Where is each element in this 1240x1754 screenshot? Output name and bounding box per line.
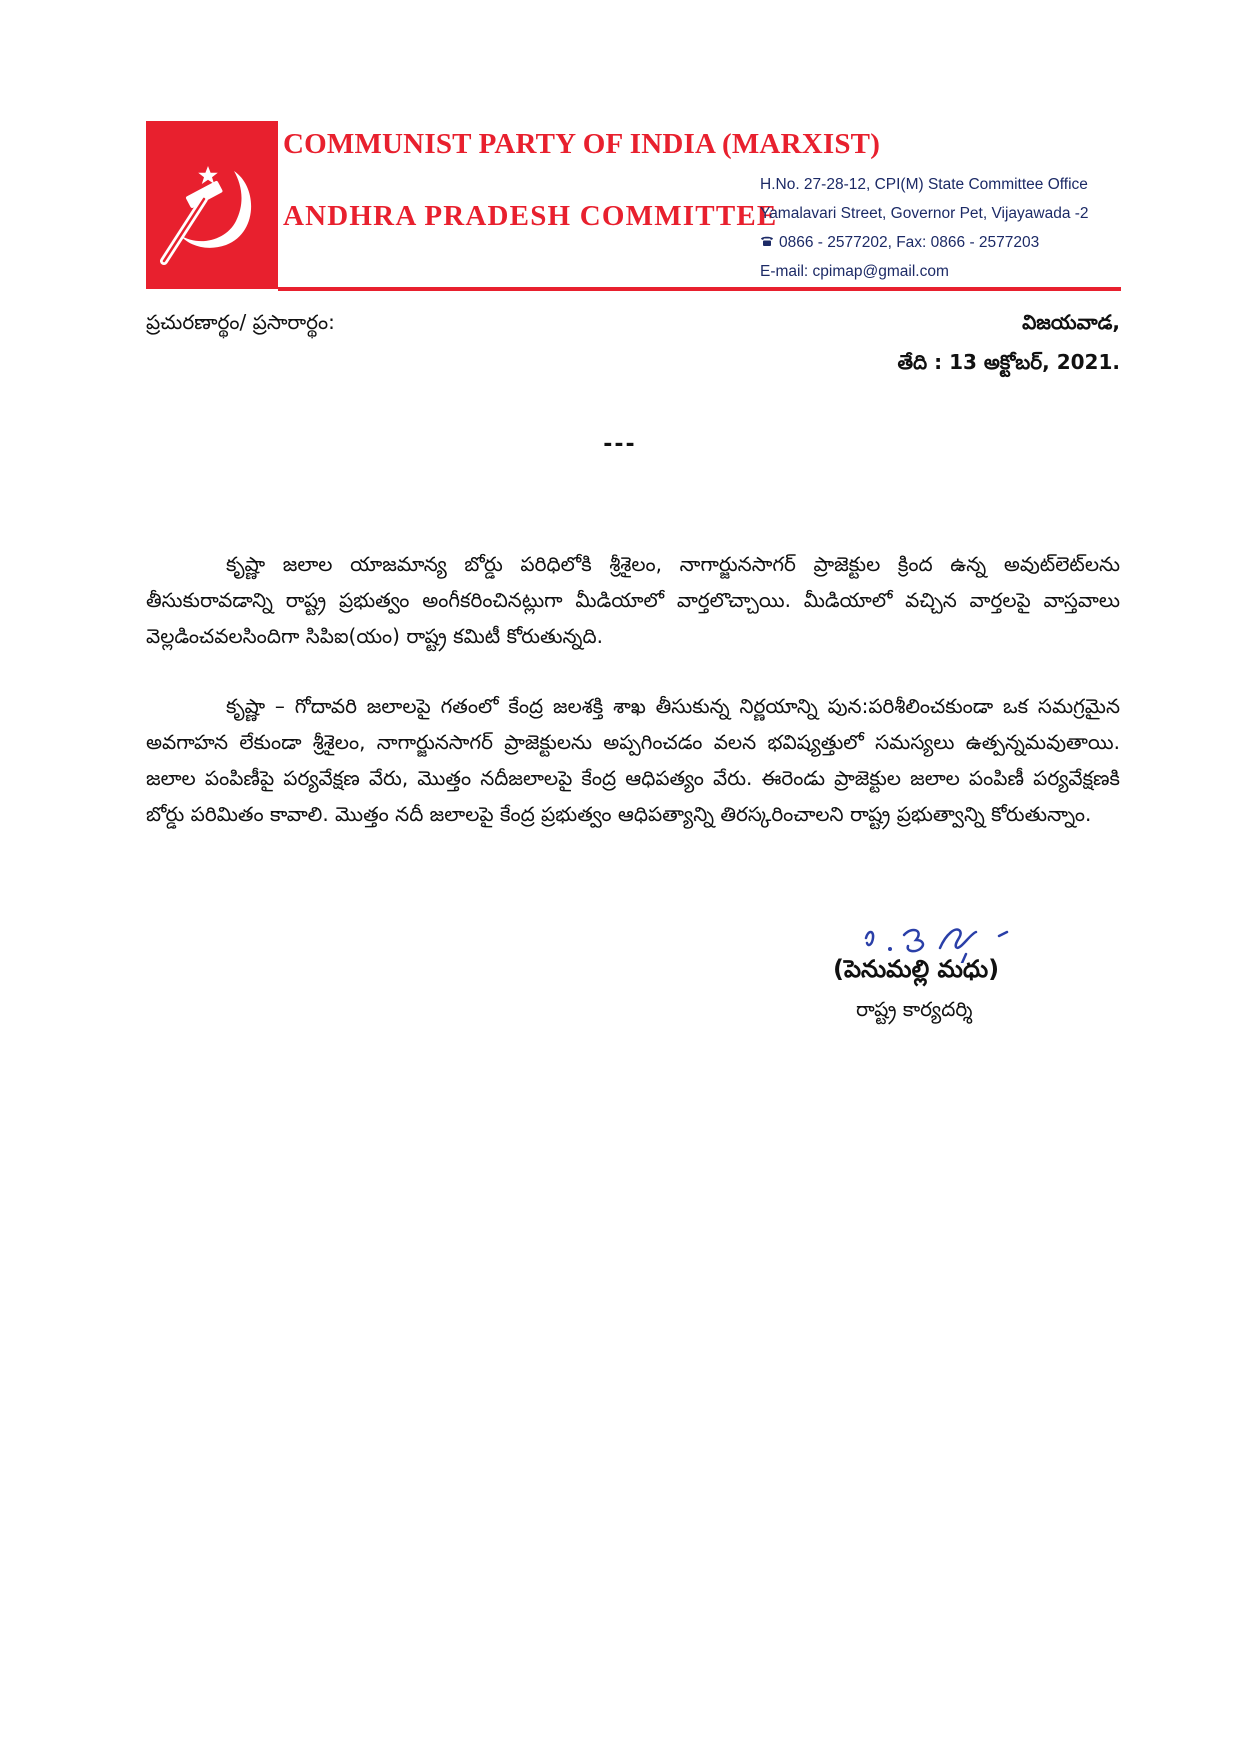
paragraph-text: కృష్ణా జలాల యాజమాన్య బోర్డు పరిధిలోకి శ్రీశైలం, నాగార్జునసాగర్ ప్రాజెక్టుల క్రింద ఉన్న అవుట్‌లెట్‌లను తీసుకురావడాన్ని రాష్ట్ర ప్రభుత్వం అంగీకరించినట్లుగా మీడియాలో వార్తలొచ్చాయి. మీడియాలో వచ్చిన వార్తలపై వాస్తవాలు వెల్లడించవలసిందిగా సిపిఐ(యం) రాష్ట్ర కమిటీ కోరుతున్నది.	[146, 552, 1120, 648]
body-paragraph-2	[146, 688, 1120, 832]
telephone-icon	[760, 234, 776, 252]
signer-name: (పెనుమల్లి మధు)	[833, 955, 1000, 983]
section-separator: ---	[603, 432, 637, 457]
body-paragraph-1	[146, 546, 1120, 654]
signer-title: రాష్ట్ర కార్యదర్శి	[856, 997, 973, 1021]
committee-name: ANDHRA PRADESH COMMITTEE	[283, 200, 778, 232]
party-name: COMMUNIST PARTY OF INDIA (MARXIST)	[283, 128, 881, 160]
letterhead-divider	[278, 287, 1121, 291]
release-date: తేది : 13 అక్టోబర్, 2021.	[897, 350, 1120, 374]
for-publication-label: ప్రచురణార్థం/ ప్రసారార్థం:	[146, 310, 335, 334]
phone-fax-text: 0866 - 2577202, Fax: 0866 - 2577203	[779, 234, 1040, 251]
party-logo	[146, 121, 278, 289]
hammer-sickle-star-icon	[146, 121, 278, 289]
address-line-2: Yamalavari Street, Governor Pet, Vijayawada -2	[760, 205, 1089, 222]
email-line: E-mail: cpimap@gmail.com	[760, 263, 949, 280]
phone-fax-line	[760, 234, 1039, 252]
paragraph-text: కృష్ణా – గోదావరి జలాలపై గతంలో కేంద్ర జలశక్తి శాఖ తీసుకున్న నిర్ణయాన్ని పున:పరిశీలించకుండా ఒక సమగ్రమైన అవగాహన లేకుండా శ్రీశైలం, నాగార్జునసాగర్ ప్రాజెక్టులను అప్పగించడం వలన భవిష్యత్తులో సమస్యలు ఉత్పన్నమవుతాయి. జలాల పంపిణీపై పర్యవేక్షణ వేరు, మొత్తం నదీజలాలపై కేంద్ర ఆధిపత్యం వేరు. ఈరెండు ప్రాజెక్టుల జలాల పంపిణీ పర్యవేక్షణకి బోర్డు పరిమితం కావాలి. మొత్తం నదీ జలాలపై కేంద్ర ప్రభుత్వం ఆధిపత్యాన్ని తిరస్కరించాలని రాష్ట్ర ప్రభుత్వాన్ని కోరుతున్నాం.	[146, 694, 1121, 826]
address-line-1: H.No. 27-28-12, CPI(M) State Committee Office	[760, 176, 1088, 193]
release-place: విజయవాడ,	[1022, 310, 1120, 334]
